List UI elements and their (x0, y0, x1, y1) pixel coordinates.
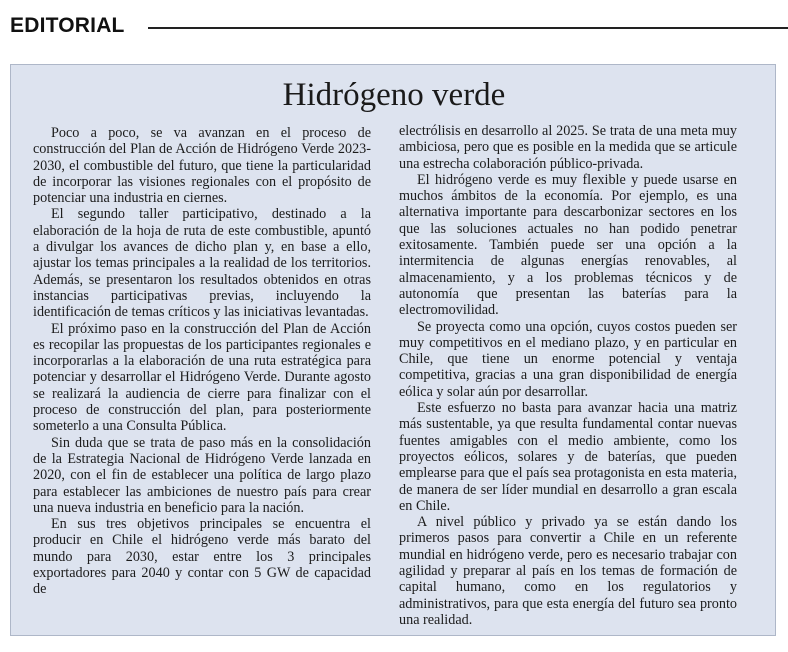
section-label: EDITORIAL (10, 14, 125, 37)
paragraph: Poco a poco, se va avanzan en el proceso de construcción del Plan de Acción de Hidrógeno Verde 2023-2030, el combustible del futuro, que tiene la particularidad de incorporar las visiones regionales con el propósito de potenciar una industria en ciernes. (33, 125, 371, 207)
paragraph: El próximo paso en la construcción del Plan de Acción es recopilar las propuestas de los participantes regionales e incorporarlas a la elaboración de una ruta estratégica para potenciar y desarrollar el Hidrógeno Verde. Durante agosto se realizará la audiencia de cierre para finalizar con el proceso de construcción del plan, para posteriormente someterlo a una Consulta Pública. (33, 320, 371, 435)
paragraph: Se proyecta como una opción, cuyos costos pueden ser muy competitivos en el mediano plazo, y en particular en Chile, que tiene un enorme potencial y ventaja competitiva, gracias a una gran disponibilidad de energía eólica y solar aún por desarrollar. (399, 318, 737, 400)
paragraph: Este esfuerzo no basta para avanzar hacia una matriz más sustentable, ya que resulta fundamental contar nuevas fuentes amigables con el medio ambiente, como los proyectos eólicos, solares y de baterías, que pueden emplearse para que el país sea protagonista en esta materia, de manera de ser líder mundial en desarrollo a gran escala en Chile. (399, 400, 737, 514)
paragraph: A nivel público y privado ya se están dando los primeros pasos para convertir a Chile en un referente mundial en hidrógeno verde, pero es necesario trabajar con agilidad y preparar al país en los temas de formación de capital humano, como en los regulatorios y administrativos, para que esta energía del futuro sea pronto una realidad. (399, 514, 737, 628)
paragraph: En sus tres objetivos principales se encuentra el producir en Chile el hidrógeno verde más barato del mundo para 2030, estar entre los 3 principales exportadores para 2040 y contar con 5 GW de capacidad de (33, 516, 371, 598)
paragraph: Sin duda que se trata de paso más en la consolidación de la Estrategia Nacional de Hidrógeno Verde lanzada en 2020, con el fin de establecer una política de largo plazo para establecer las ambiciones de nuestro país para crear una nueva industria en beneficio para la nación. (33, 434, 371, 516)
section-header (8, 12, 788, 42)
paragraph-continuation: electrólisis en desarrollo al 2025. Se trata de una meta muy ambiciosa, pero que es posible en la medida que se articule una estrecha colaboración público-privada. (399, 123, 737, 172)
editorial-box (10, 64, 776, 636)
paragraph: El segundo taller participativo, destinado a la elaboración de la hoja de ruta de este combustible, apuntó a divulgar los avances de dicho plan y, en base a ello, ajustar los temas principales a la realidad de los territorios. Además, se presentaron los resultados obtenidos en otras instancias participativas previas, incluyendo la identificación de temas críticos y las iniciativas levantadas. (33, 206, 371, 321)
right-column (399, 123, 737, 628)
left-column (33, 125, 371, 598)
headline: Hidrógeno verde (282, 77, 506, 113)
header-rule (148, 27, 788, 29)
paragraph: El hidrógeno verde es muy flexible y puede usarse en muchos ámbitos de la economía. Por ejemplo, es una alternativa importante para descarbonizar sectores en los que las soluciones actuales no han podido penetrar exitosamente. También puede ser una opción a la intermitencia de algunas energías renovables, al almacenamiento, y a los problemas técnicos y de autonomía que presentan las baterías para la electromovilidad. (399, 171, 737, 319)
